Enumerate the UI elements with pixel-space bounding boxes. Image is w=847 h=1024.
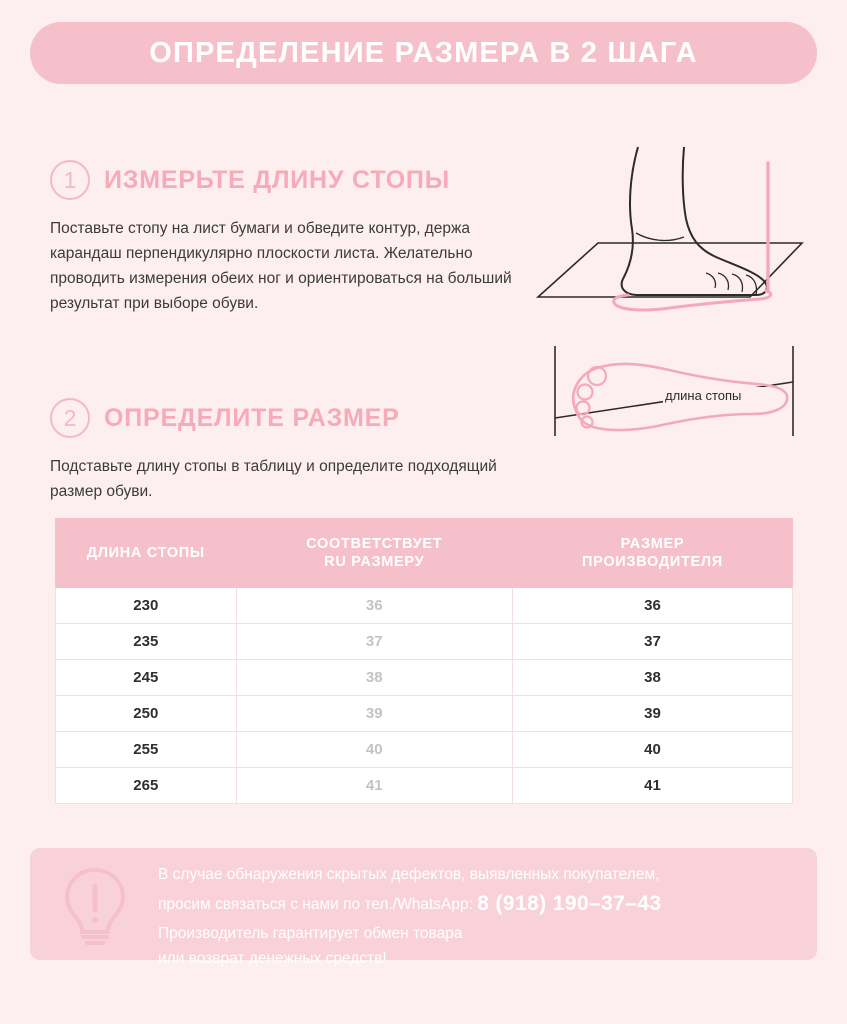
cell-maker-size: 40	[512, 732, 792, 768]
step-1	[50, 160, 520, 316]
step-1-number: 1	[50, 160, 90, 200]
step-2-header	[50, 398, 520, 438]
step-2	[50, 398, 520, 504]
step-2-title: ОПРЕДЕЛИТЕ РАЗМЕР	[104, 403, 400, 432]
table-header-length: ДЛИНА СТОПЫ	[56, 519, 237, 588]
footer-line-4: или возврат денежных средств!	[158, 950, 387, 968]
size-table	[55, 518, 793, 804]
table-row	[56, 732, 793, 768]
cell-maker-size: 37	[512, 624, 792, 660]
step-2-number: 2	[50, 398, 90, 438]
cell-length: 265	[56, 768, 237, 804]
cell-ru-size: 38	[236, 660, 512, 696]
contact-phone[interactable]: 8 (918) 190–37–43	[477, 892, 662, 916]
cell-length: 245	[56, 660, 237, 696]
step-2-body: Подставьте длину стопы в таблицу и определите подходящий размер обуви.	[50, 458, 497, 501]
footer-line-2	[158, 887, 803, 921]
foot-side-view-icon	[520, 145, 820, 330]
table-row	[56, 624, 793, 660]
cell-length: 235	[56, 624, 237, 660]
table-row	[56, 696, 793, 732]
footer-notice	[30, 848, 817, 968]
table-header-maker-size: РАЗМЕР ПРОИЗВОДИТЕЛЯ	[512, 519, 792, 588]
illustration-caption: длина стопы	[665, 388, 742, 403]
footer-text	[158, 862, 803, 971]
cell-ru-size: 37	[236, 624, 512, 660]
cell-ru-size: 41	[236, 768, 512, 804]
cell-maker-size: 41	[512, 768, 792, 804]
footer-contact-prefix: просим связаться с нами по тел./WhatsApp:	[158, 896, 473, 914]
cell-length: 250	[56, 696, 237, 732]
footer-line-1: В случае обнаружения скрытых дефектов, выявленных покупателем,	[158, 866, 660, 883]
page-header-banner	[30, 22, 817, 84]
cell-length: 255	[56, 732, 237, 768]
table-row	[56, 768, 793, 804]
lightbulb-icon	[52, 862, 138, 948]
cell-length: 230	[56, 588, 237, 624]
table-header-row	[56, 519, 793, 588]
table-header-ru-size: СООТВЕТСТВУЕТ RU РАЗМЕРУ	[236, 519, 512, 588]
step-1-body: Поставьте стопу на лист бумаги и обведите контур, держа карандаш перпендикулярно плоскости листа. Желательно проводить измерения обеих ног и ориентироваться на больший результат при выборе обуви.	[50, 220, 512, 313]
cell-maker-size: 36	[512, 588, 792, 624]
cell-ru-size: 36	[236, 588, 512, 624]
cell-ru-size: 40	[236, 732, 512, 768]
cell-maker-size: 39	[512, 696, 792, 732]
cell-maker-size: 38	[512, 660, 792, 696]
table-row	[56, 660, 793, 696]
step-1-title: ИЗМЕРЬТЕ ДЛИНУ СТОПЫ	[104, 165, 450, 194]
footer-line-3: Производитель гарантирует обмен товара	[158, 925, 463, 943]
step-1-header	[50, 160, 520, 200]
page-title: ОПРЕДЕЛЕНИЕ РАЗМЕРА В 2 ШАГА	[149, 36, 698, 69]
table-row	[56, 588, 793, 624]
foot-top-view-icon	[545, 330, 810, 455]
cell-ru-size: 39	[236, 696, 512, 732]
